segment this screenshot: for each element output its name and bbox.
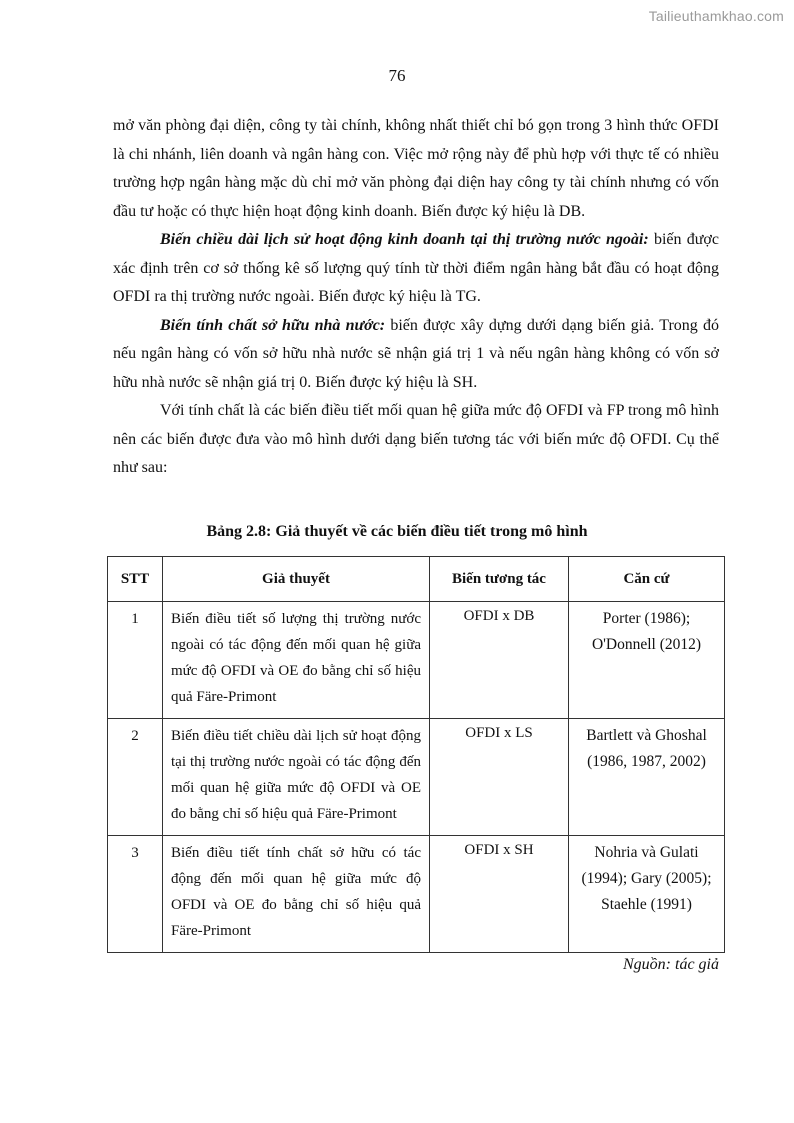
header-hypothesis: Giả thuyết (163, 557, 430, 602)
paragraph-2 (113, 226, 719, 312)
cell-stt: 1 (108, 602, 163, 719)
cell-variable: OFDI x DB (430, 602, 569, 719)
table-header-row (108, 557, 725, 602)
paragraph-2-lead: Biến chiều dài lịch sử hoạt động kinh doanh tại thị trường nước ngoài: (160, 231, 649, 248)
table-caption: Bảng 2.8: Giả thuyết về các biến điều tiết trong mô hình (206, 523, 588, 540)
paragraph-3-text: biến được xây dựng dưới dạng biến giả. Trong đó nếu ngân hàng có vốn sở hữu nhà nước sẽ nhận giá trị 1 và nếu ngân hàng không có vốn sở hữu nhà nước sẽ nhận giá trị 0. Biến được ký hiệu là SH. (113, 316, 719, 391)
watermark: Tailieuthamkhao.com (648, 8, 784, 24)
cell-basis: Bartlett và Ghoshal (1986, 1987, 2002) (569, 719, 725, 836)
cell-basis: Porter (1986); O'Donnell (2012) (569, 602, 725, 719)
table-row (108, 719, 725, 836)
body-text (113, 112, 719, 483)
paragraph-3 (113, 312, 719, 398)
source-note: Nguồn: tác giả (623, 956, 719, 973)
header-variable: Biến tương tác (430, 557, 569, 602)
table-row (108, 836, 725, 953)
header-basis: Căn cứ (569, 557, 725, 602)
cell-variable: OFDI x SH (430, 836, 569, 953)
table-row (108, 602, 725, 719)
cell-stt: 3 (108, 836, 163, 953)
paragraph-3-lead: Biến tính chất sở hữu nhà nước: (160, 316, 386, 334)
paragraph-4: Với tính chất là các biến điều tiết mối quan hệ giữa mức độ OFDI và FP trong mô hình nên các biến được đưa vào mô hình dưới dạng biến tương tác với biến mức độ OFDI. Cụ thể như sau: (113, 402, 719, 476)
cell-variable: OFDI x LS (430, 719, 569, 836)
cell-hypothesis: Biến điều tiết chiều dài lịch sử hoạt động tại thị trường nước ngoài có tác động đến mối quan hệ giữa mức độ OFDI và OE đo bằng chỉ số hiệu quả Färe-Primont (163, 719, 430, 836)
page-number: 76 (388, 66, 406, 85)
cell-stt: 2 (108, 719, 163, 836)
cell-hypothesis: Biến điều tiết tính chất sở hữu có tác động đến mối quan hệ giữa mức độ OFDI và OE đo bằng chỉ số hiệu quả Färe-Primont (163, 836, 430, 953)
cell-basis: Nohria và Gulati (1994); Gary (2005); Staehle (1991) (569, 836, 725, 953)
paragraph-1: mở văn phòng đại diện, công ty tài chính, không nhất thiết chỉ bó gọn trong 3 hình thức OFDI là chi nhánh, liên doanh và ngân hàng con. Việc mở rộng này để phù hợp với thực tế có nhiều trường hợp ngân hàng mặc dù chỉ mở văn phòng đại diện hay công ty tài chính nhưng có vốn đầu tư hoặc có thực hiện hoạt động kinh doanh. Biến được ký hiệu là DB. (113, 117, 719, 220)
hypothesis-table (107, 556, 725, 953)
paragraph-2-text: biến được xác định trên cơ sở thống kê số lượng quý tính từ thời điểm ngân hàng bắt đầu có hoạt động OFDI ra thị trường nước ngoài. Biến được ký hiệu là TG. (113, 231, 719, 305)
cell-hypothesis: Biến điều tiết số lượng thị trường nước ngoài có tác động đến mối quan hệ giữa mức độ OFDI và OE đo bằng chỉ số hiệu quả Färe-Primont (163, 602, 430, 719)
header-stt: STT (108, 557, 163, 602)
